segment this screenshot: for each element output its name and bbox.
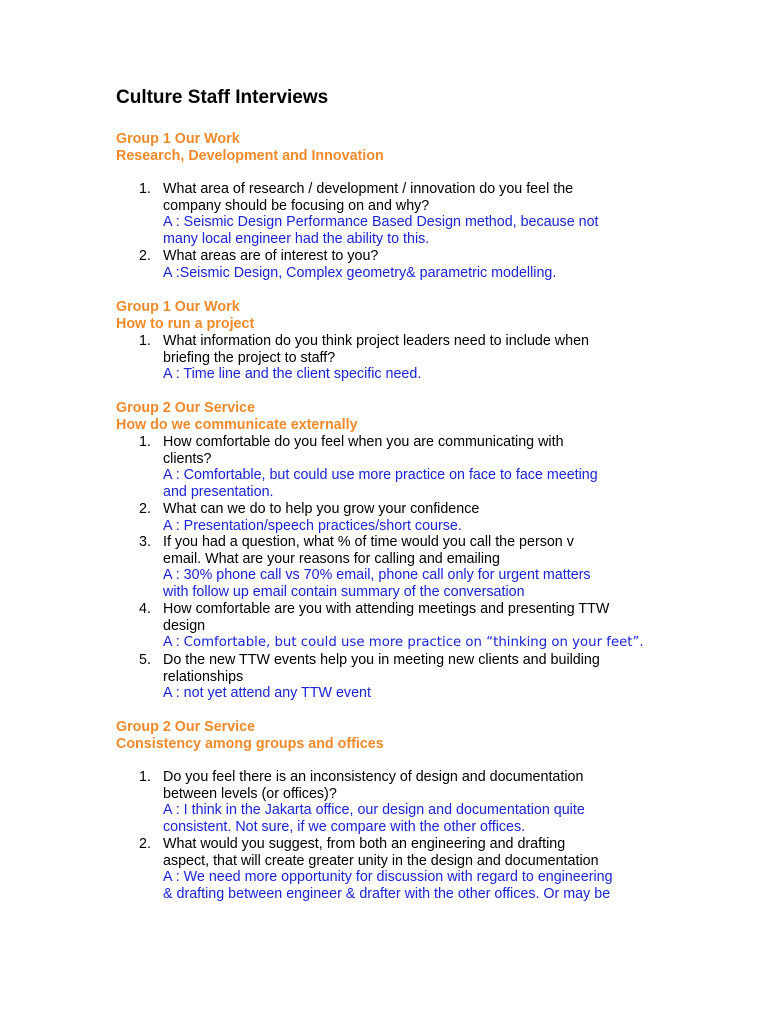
question-text: How comfortable do you feel when you are communicating with [163, 434, 564, 450]
list-item [163, 248, 556, 281]
question-text: clients? [163, 450, 212, 467]
section-heading: Group 2 Our Service [116, 400, 256, 416]
answer-text: many local engineer had the ability to this. [163, 231, 430, 248]
list-item [163, 333, 589, 383]
list-number: 4. [139, 601, 151, 617]
question-text: aspect, that will create greater unity in the design and documentation [163, 852, 599, 869]
list-number: 5. [139, 652, 151, 668]
answer-text: A : 30% phone call vs 70% email, phone call only for urgent matters [163, 567, 591, 584]
question-text: What can we do to help you grow your confidence [163, 501, 480, 517]
question-text: What areas are of interest to you? [163, 248, 379, 264]
question-text: If you had a question, what % of time would you call the person v [163, 534, 574, 550]
section-subheading: How do we communicate externally [116, 416, 358, 433]
answer-text: A :Seismic Design, Complex geometry& parametric modelling. [163, 264, 557, 281]
list-number: 3. [139, 534, 151, 550]
answer-text: A : Presentation/speech practices/short course. [163, 517, 462, 534]
answer-text: and presentation. [163, 484, 274, 501]
question-text: briefing the project to staff? [163, 349, 336, 366]
question-text: Do you feel there is an inconsistency of design and documentation [163, 769, 584, 785]
question-text: Do the new TTW events help you in meeting new clients and building [163, 652, 600, 668]
answer-text: with follow up email contain summary of the conversation [163, 584, 525, 601]
answer-prefix: A : [163, 634, 184, 651]
section-subheading: Research, Development and Innovation [116, 147, 384, 164]
list-item [163, 501, 479, 534]
question-text: email. What are your reasons for calling and emailing [163, 550, 500, 567]
list-number: 1. [139, 181, 151, 197]
answer-text: Comfortable, but could use more practice on “thinking on your feet”. [183, 635, 644, 651]
question-text: company should be focusing on and why? [163, 197, 430, 214]
page-title: Culture Staff Interviews [116, 87, 329, 108]
section-run-project [116, 299, 254, 332]
question-text: What would you suggest, from both an engineering and drafting [163, 836, 566, 852]
list-number: 2. [139, 248, 151, 264]
section-consistency [116, 719, 384, 752]
list-number: 1. [139, 333, 151, 349]
answer-text: A : Comfortable, but could use more practice on face to face meeting [163, 467, 598, 484]
question-text: How comfortable are you with attending meetings and presenting TTW [163, 601, 610, 617]
question-text: What area of research / development / innovation do you feel the [163, 181, 574, 197]
list-item [163, 434, 598, 501]
question-text: between levels (or offices)? [163, 785, 337, 802]
question-text: What information do you think project leaders need to include when [163, 333, 589, 349]
list-item [163, 601, 644, 652]
answer-text: & drafting between engineer & drafter with the other offices. Or may be [163, 886, 611, 903]
list-item [163, 534, 591, 601]
answer-text: A : not yet attend any TTW event [163, 685, 371, 702]
answer-text: A : I think in the Jakarta office, our design and documentation quite [163, 802, 585, 819]
list-item [163, 769, 585, 836]
list-number: 2. [139, 501, 151, 517]
section-communicate-externally [116, 400, 358, 433]
list-item [163, 652, 600, 702]
section-heading: Group 1 Our Work [116, 299, 240, 315]
answer-line [163, 634, 644, 652]
list-number: 1. [139, 434, 151, 450]
section-subheading: How to run a project [116, 315, 255, 332]
section-heading: Group 2 Our Service [116, 719, 256, 735]
answer-text: A : Time line and the client specific need. [163, 366, 422, 383]
answer-text: A : Seismic Design Performance Based Design method, because not [163, 214, 599, 231]
answer-text: consistent. Not sure, if we compare with the other offices. [163, 819, 526, 836]
list-number: 2. [139, 836, 151, 852]
list-item [163, 836, 613, 903]
answer-text: A : We need more opportunity for discussion with regard to engineering [163, 869, 613, 886]
list-item [163, 181, 599, 248]
list-number: 1. [139, 769, 151, 785]
question-text: relationships [163, 668, 244, 685]
question-text: design [163, 617, 206, 634]
section-research [116, 131, 384, 164]
section-subheading: Consistency among groups and offices [116, 735, 384, 752]
section-heading: Group 1 Our Work [116, 131, 240, 147]
